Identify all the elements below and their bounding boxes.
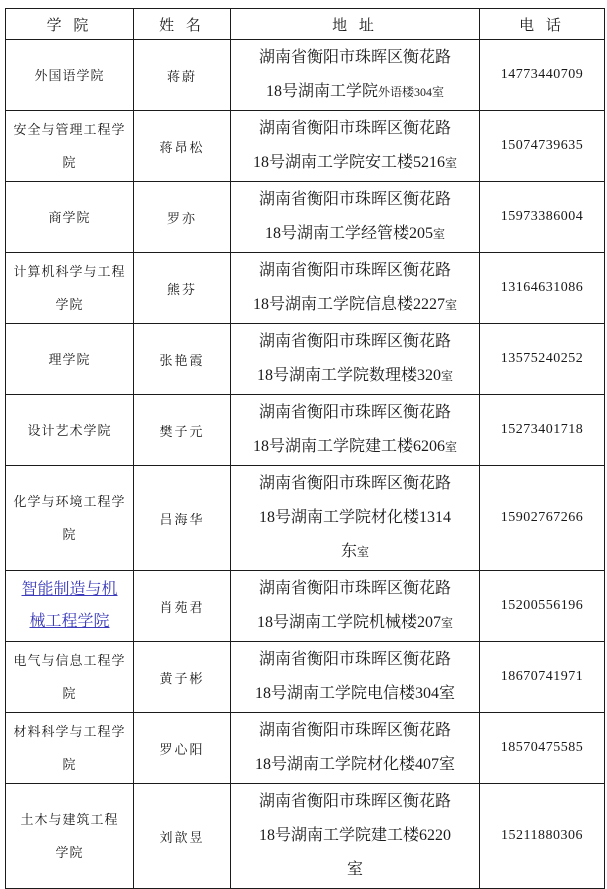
phone-number: 14773440709 xyxy=(500,67,584,82)
address-cell xyxy=(231,111,480,182)
table-row xyxy=(6,642,605,713)
table-row xyxy=(6,395,605,466)
phone-cell xyxy=(480,253,605,324)
address-segment: 18号湖南工学院材化楼407室 xyxy=(254,756,455,773)
address-line xyxy=(233,853,477,887)
address-segment: 湖南省衡阳市珠晖区衡花路 xyxy=(258,120,451,137)
person-name: 黄子彬 xyxy=(159,670,205,686)
college-cell xyxy=(6,111,134,182)
col-header-name: 姓 名 xyxy=(134,9,231,40)
name-cell xyxy=(134,571,231,642)
phone-number: 15902767266 xyxy=(500,510,584,525)
address-segment: 室 xyxy=(357,545,370,559)
address-cell xyxy=(231,253,480,324)
phone-number: 15211880306 xyxy=(501,828,583,843)
address-line xyxy=(233,467,477,501)
address-segment: 室 xyxy=(445,440,458,454)
address-line xyxy=(233,254,477,288)
college-name-line: 学院 xyxy=(55,845,84,860)
college-name xyxy=(8,59,131,92)
name-cell xyxy=(134,642,231,713)
phone-number: 13164631086 xyxy=(500,280,584,295)
person-name: 罗心阳 xyxy=(159,741,205,757)
college-cell xyxy=(6,571,134,642)
phone-cell xyxy=(480,324,605,395)
address-cell xyxy=(231,324,480,395)
address-segment: 室 xyxy=(441,616,454,630)
college-name-line: 材料科学与工程学 xyxy=(13,724,126,739)
address-segment: 湖南省衡阳市珠晖区衡花路 xyxy=(258,49,451,66)
address-line xyxy=(233,41,477,75)
address-line xyxy=(233,819,477,853)
address-line xyxy=(233,183,477,217)
address-segment: 18号湖南工学院电信楼304室 xyxy=(254,685,455,702)
col-header-college: 学 院 xyxy=(6,9,134,40)
address-segment: 湖南省衡阳市珠晖区衡花路 xyxy=(258,404,451,421)
college-cell xyxy=(6,395,134,466)
address-segment: 室 xyxy=(445,156,458,170)
address-line xyxy=(233,785,477,819)
college-name xyxy=(8,485,131,551)
name-cell xyxy=(134,713,231,784)
address-segment: 湖南省衡阳市珠晖区衡花路 xyxy=(258,262,451,279)
college-name xyxy=(8,113,131,179)
phone-cell xyxy=(480,111,605,182)
address-cell xyxy=(231,182,480,253)
table-row xyxy=(6,571,605,642)
college-name-line: 商学院 xyxy=(48,209,91,225)
address-segment: 室 xyxy=(441,369,454,383)
college-name-line: 化学与环境工程学 xyxy=(13,494,126,509)
address-line xyxy=(233,748,477,782)
phone-cell xyxy=(480,395,605,466)
address-segment: 东 xyxy=(340,543,357,560)
table-row xyxy=(6,784,605,889)
college-name xyxy=(8,201,131,234)
person-name: 刘歆昱 xyxy=(159,829,205,845)
address-line xyxy=(233,572,477,606)
phone-number: 18570475585 xyxy=(500,740,584,755)
college-name-line: 安全与管理工程学 xyxy=(13,122,126,137)
address-segment: 湖南省衡阳市珠晖区衡花路 xyxy=(258,651,451,668)
college-name xyxy=(8,255,131,321)
college-name-line: 院 xyxy=(62,527,77,542)
name-cell xyxy=(134,784,231,889)
address-line xyxy=(233,430,477,464)
address-segment: 18号湖南工学院建工楼6220 xyxy=(258,827,451,844)
table-row xyxy=(6,466,605,571)
header-row xyxy=(6,9,605,40)
address-line xyxy=(233,325,477,359)
phone-cell xyxy=(480,571,605,642)
address-cell xyxy=(231,642,480,713)
college-name-line: 智能制造与机 xyxy=(21,581,118,598)
col-header-address: 地 址 xyxy=(231,9,480,40)
phone-cell xyxy=(480,713,605,784)
phone-number: 15074739635 xyxy=(500,138,584,153)
address-segment: 18号湖南工学院安工楼5216 xyxy=(252,154,445,171)
phone-cell xyxy=(480,466,605,571)
address-cell xyxy=(231,571,480,642)
address-segment: 18号湖南工学院机械楼207 xyxy=(256,614,441,631)
address-line xyxy=(233,359,477,393)
person-name: 熊芬 xyxy=(166,281,197,297)
phone-cell xyxy=(480,642,605,713)
phone-cell xyxy=(480,182,605,253)
address-segment: 18号湖南工学院信息楼2227 xyxy=(252,296,445,313)
college-name-line: 理学院 xyxy=(48,351,91,367)
address-line xyxy=(233,535,477,569)
address-segment: 室 xyxy=(433,227,446,241)
person-name: 蒋昂松 xyxy=(159,139,205,155)
address-cell xyxy=(231,713,480,784)
college-cell xyxy=(6,713,134,784)
address-segment: 18号湖南工学院材化楼1314 xyxy=(258,509,451,526)
address-line xyxy=(233,643,477,677)
college-name-line: 械工程学院 xyxy=(29,613,110,630)
address-line xyxy=(233,112,477,146)
table-row xyxy=(6,182,605,253)
name-cell xyxy=(134,466,231,571)
phone-number: 15200556196 xyxy=(500,598,584,613)
college-cell xyxy=(6,40,134,111)
address-line xyxy=(233,677,477,711)
college-name-line: 院 xyxy=(62,155,77,170)
phone-cell xyxy=(480,784,605,889)
college-name-line: 院 xyxy=(62,757,77,772)
college-name xyxy=(8,414,131,447)
address-line xyxy=(233,606,477,640)
college-name-line: 学院 xyxy=(55,297,84,312)
address-line xyxy=(233,75,477,109)
address-line xyxy=(233,146,477,180)
address-segment: 湖南省衡阳市珠晖区衡花路 xyxy=(258,475,451,492)
address-line xyxy=(233,288,477,322)
table-row xyxy=(6,40,605,111)
college-cell xyxy=(6,324,134,395)
phone-number: 18670741971 xyxy=(500,669,584,684)
college-cell xyxy=(6,253,134,324)
name-cell xyxy=(134,111,231,182)
college-cell xyxy=(6,642,134,713)
table-row xyxy=(6,253,605,324)
address-segment: 室 xyxy=(346,861,363,878)
person-name: 张艳霞 xyxy=(159,352,205,368)
address-line xyxy=(233,714,477,748)
phone-number: 15273401718 xyxy=(500,422,584,437)
college-cell xyxy=(6,784,134,889)
college-name-line: 外国语学院 xyxy=(34,67,105,83)
name-cell xyxy=(134,182,231,253)
table-header xyxy=(6,9,605,40)
phone-number: 15973386004 xyxy=(500,209,584,224)
address-line xyxy=(233,501,477,535)
name-cell xyxy=(134,40,231,111)
table-row xyxy=(6,713,605,784)
address-segment: 18号湖南工学院数理楼320 xyxy=(256,367,441,384)
college-name xyxy=(8,343,131,376)
college-cell xyxy=(6,466,134,571)
college-name-line: 院 xyxy=(62,686,77,701)
name-cell xyxy=(134,324,231,395)
college-link[interactable] xyxy=(8,574,131,638)
address-line xyxy=(233,217,477,251)
person-name: 肖苑君 xyxy=(159,599,205,615)
address-cell xyxy=(231,395,480,466)
contact-table xyxy=(5,8,605,889)
address-segment: 湖南省衡阳市珠晖区衡花路 xyxy=(258,191,451,208)
address-segment: 湖南省衡阳市珠晖区衡花路 xyxy=(258,333,451,350)
col-header-phone: 电 话 xyxy=(480,9,605,40)
table-row xyxy=(6,111,605,182)
phone-cell xyxy=(480,40,605,111)
table-row xyxy=(6,324,605,395)
college-name-line: 设计艺术学院 xyxy=(27,422,112,438)
address-segment: 外语楼304室 xyxy=(378,85,445,99)
person-name: 樊子元 xyxy=(159,423,205,439)
college-name xyxy=(8,715,131,781)
phone-number: 13575240252 xyxy=(500,351,584,366)
college-name xyxy=(8,644,131,710)
address-cell xyxy=(231,784,480,889)
college-cell xyxy=(6,182,134,253)
address-cell xyxy=(231,40,480,111)
address-segment: 湖南省衡阳市珠晖区衡花路 xyxy=(258,580,451,597)
address-cell xyxy=(231,466,480,571)
address-segment: 湖南省衡阳市珠晖区衡花路 xyxy=(258,793,451,810)
address-segment: 室 xyxy=(445,298,458,312)
name-cell xyxy=(134,395,231,466)
table-body xyxy=(6,40,605,889)
address-segment: 18号湖南工学院建工楼6206 xyxy=(252,438,445,455)
college-name-line: 土木与建筑工程 xyxy=(20,812,119,827)
address-segment: 18号湖南工学院 xyxy=(265,83,378,100)
address-line xyxy=(233,396,477,430)
address-segment: 湖南省衡阳市珠晖区衡花路 xyxy=(258,722,451,739)
name-cell xyxy=(134,253,231,324)
college-name xyxy=(8,803,131,869)
college-name-line: 计算机科学与工程 xyxy=(13,264,126,279)
person-name: 蒋蔚 xyxy=(166,68,197,84)
person-name: 吕海华 xyxy=(159,511,205,527)
college-name-line: 电气与信息工程学 xyxy=(13,653,126,668)
person-name: 罗亦 xyxy=(166,210,197,226)
address-segment: 18号湖南工学经管楼205 xyxy=(264,225,433,242)
